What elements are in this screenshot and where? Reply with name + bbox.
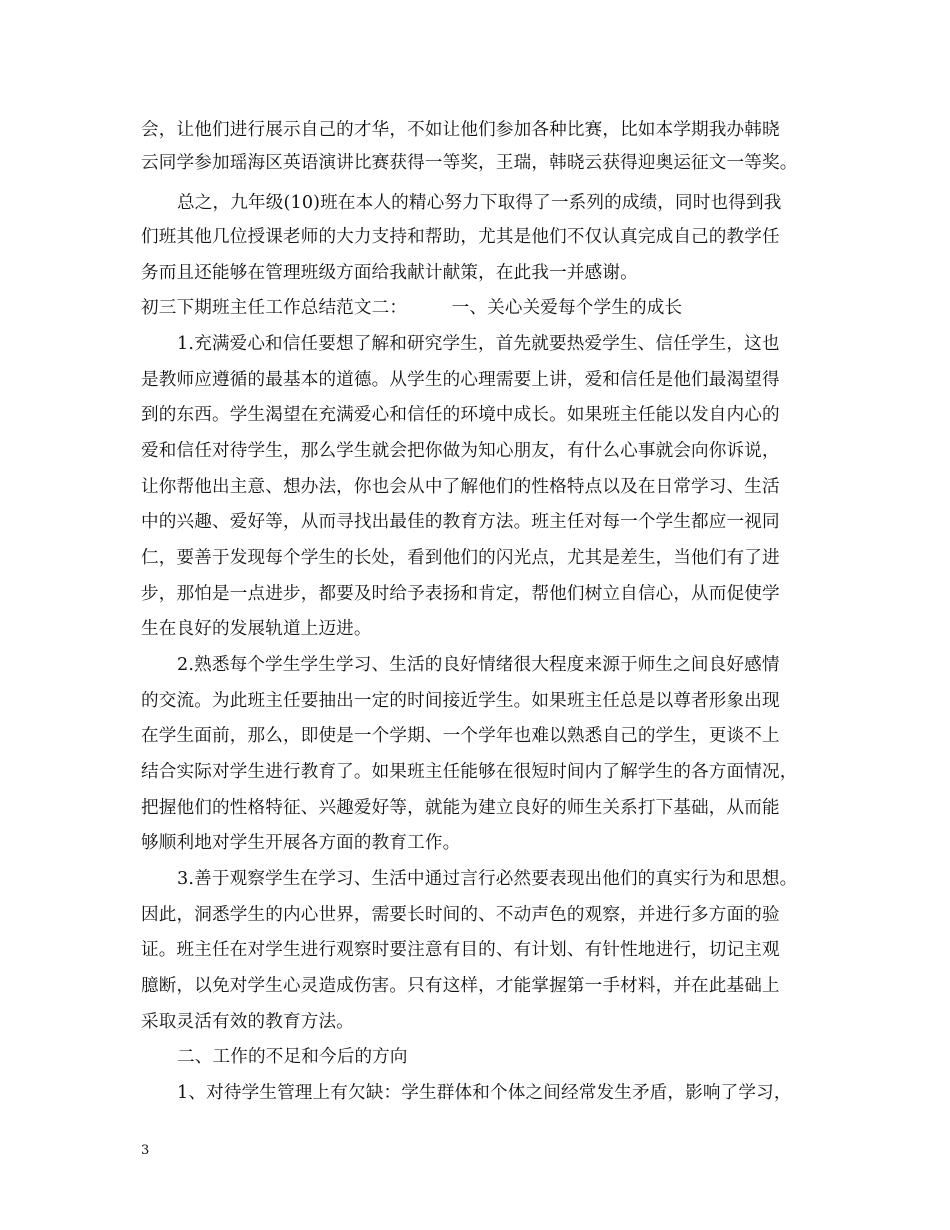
- page-number: 3: [141, 1143, 150, 1158]
- body-text-line: 结合实际对学生进行教育了。如果班主任能够在很短时间内了解学生的各方面情况，: [141, 762, 798, 782]
- body-text-line: 因此，洞悉学生的内心世界，需要长时间的、不动声色的观察，并进行多方面的验: [141, 905, 780, 925]
- body-text-line: 会，让他们进行展示自己的才华，不如让他们参加各种比赛，比如本学期我办韩晓: [141, 120, 780, 140]
- body-text-line: 爱和信任对待学生，那么学生就会把你做为知心朋友，有什么心事就会向你诉说，: [141, 441, 780, 461]
- body-text-line: 1、对待学生管理上有欠缺：学生群体和个体之间经常发生矛盾，影响了学习，: [177, 1083, 792, 1103]
- body-text-line: 仁，要善于发现每个学生的长处，看到他们的闪光点，尤其是差生，当他们有了进: [141, 548, 780, 568]
- body-text-line: 的交流。为此班主任要抽出一定的时间接近学生。如果班主任总是以尊者形象出现: [141, 691, 780, 711]
- body-text-line: 在学生面前，那么，即使是一个学期、一个学年也难以熟悉自己的学生，更谈不上: [141, 726, 780, 746]
- body-text-line: 臆断，以免对学生心灵造成伤害。只有这样，才能掌握第一手材料，并在此基础上: [141, 976, 780, 996]
- body-text-line: 们班其他几位授课老师的大力支持和帮助，尤其是他们不仅认真完成自己的教学任: [141, 227, 780, 247]
- section-heading-line: 初三下期班主任工作总结范文二： 一、关心关爱每个学生的成长: [141, 298, 683, 318]
- body-text-line: 务而且还能够在管理班级方面给我献计献策，在此我一并感谢。: [141, 263, 638, 283]
- body-text-line: 总之，九年级(10)班在本人的精心努力下取得了一系列的成绩，同时也得到我: [177, 193, 782, 213]
- body-text-line: 证。班主任在对学生进行观察时要注意有目的、有计划、有针性地进行，切记主观: [141, 940, 780, 960]
- body-text-line: 到的东西。学生渴望在充满爱心和信任的环境中成长。如果班主任能以发自内心的: [141, 405, 780, 425]
- body-text-line: 是教师应遵循的最基本的道德。从学生的心理需要上讲，爱和信任是他们最渴望得: [141, 370, 780, 390]
- body-text-line: 采取灵活有效的教育方法。: [141, 1012, 354, 1032]
- body-text-line: 把握他们的性格特征、兴趣爱好等，就能为建立良好的师生关系打下基础，从而能: [141, 798, 780, 818]
- body-text-line: 中的兴趣、爱好等，从而寻找出最佳的教育方法。班主任对每一个学生都应一视同: [141, 512, 780, 532]
- body-text-line: 1.充满爱心和信任要想了解和研究学生，首先就要热爱学生、信任学生，这也: [177, 334, 780, 354]
- body-text-line: 步，那怕是一点进步，都要及时给予表扬和肯定，帮他们树立自信心，从而促使学: [141, 584, 780, 604]
- body-text-line: 够顺利地对学生开展各方面的教育工作。: [141, 833, 461, 853]
- body-text-line: 云同学参加瑶海区英语演讲比赛获得一等奖，王瑞，韩晓云获得迎奥运征文一等奖。: [141, 153, 798, 173]
- body-text-line: 生在良好的发展轨道上迈进。: [141, 619, 372, 639]
- body-text-line: 2.熟悉每个学生学生学习、生活的良好情绪很大程度来源于师生之间良好感情: [177, 655, 780, 675]
- body-text-line: 让你帮他出主意、想办法，你也会从中了解他们的性格特点以及在日常学习、生活: [141, 477, 780, 497]
- body-text-line: 3.善于观察学生在学习、生活中通过言行必然要表现出他们的真实行为和思想。: [177, 869, 798, 889]
- section-heading-line: 二、工作的不足和今后的方向: [177, 1047, 408, 1067]
